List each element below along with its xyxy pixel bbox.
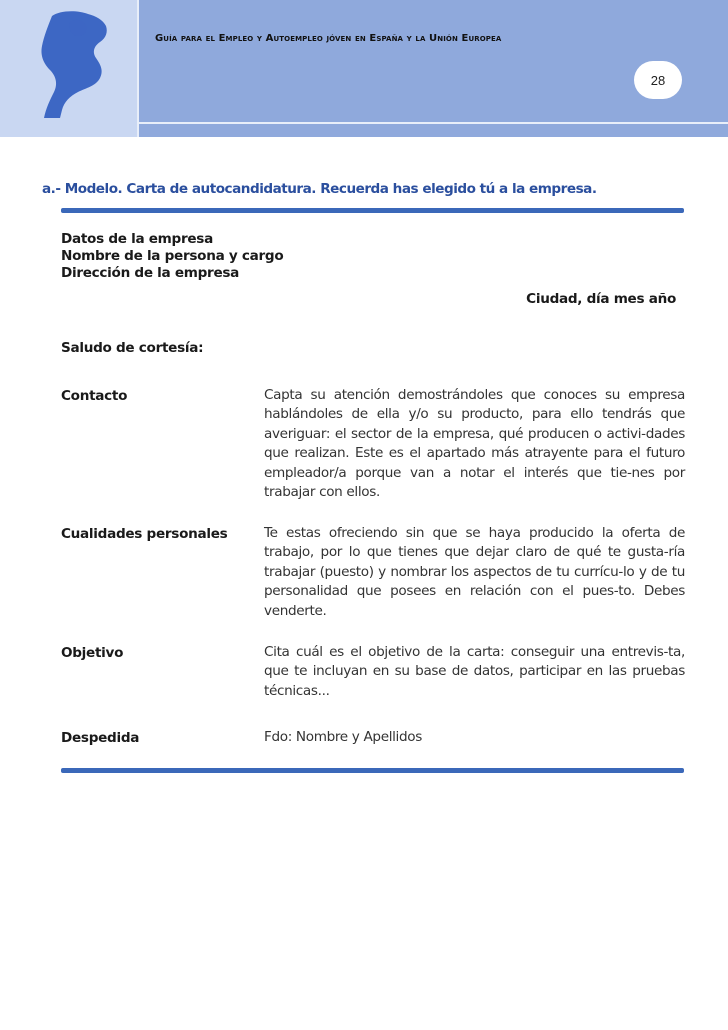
divider-bottom <box>61 768 684 773</box>
section-label-objetivo: Objetivo <box>61 645 124 661</box>
header-divider-horizontal <box>137 122 728 124</box>
person-name-label: Nombre de la persona y cargo <box>61 248 284 264</box>
document-title: Guía para el Empleo y Autoempleo jóven en España y la Unión Europea <box>155 33 502 44</box>
figure-silhouette-icon <box>0 0 137 137</box>
section-label-despedida: Despedida <box>61 730 140 746</box>
page-number: 28 <box>634 61 682 99</box>
company-data-label: Datos de la empresa <box>61 231 213 247</box>
divider-top <box>61 208 684 213</box>
section-label-contacto: Contacto <box>61 388 128 404</box>
greeting-label: Saludo de cortesía: <box>61 340 204 356</box>
header-divider-vertical <box>137 0 139 137</box>
section-text-contacto: Capta su atención demostrándoles que conoces su empresa hablándoles de ella y/o su producto, para ello tendrás que averiguar: el sector de la empresa, qué producen o activi-dades que realizan. Este es el apartado más atrayente para el futuro empleador/a porque van a notar el interés que tie-nes por trabajar con ellos. <box>264 387 685 501</box>
logo <box>0 0 137 137</box>
company-address-label: Dirección de la empresa <box>61 265 240 281</box>
section-text-cualidades: Te estas ofreciendo sin que se haya producido la oferta de trabajo, por lo que tienes que dejar claro de qué te gusta-ría trabajar (puesto) y nombrar los aspectos de tu currícu-lo y de tu personalidad que posees en relación con el pues-to. Debes venderte. <box>264 525 685 619</box>
section-label-cualidades: Cualidades personales <box>61 526 228 542</box>
place-date: Ciudad, día mes año <box>526 291 676 307</box>
section-heading: a.- Modelo. Carta de autocandidatura. Recuerda has elegido tú a la empresa. <box>42 181 597 197</box>
section-text-objetivo: Cita cuál es el objetivo de la carta: conseguir una entrevis-ta, que te incluyan en su base de datos, participar en las pruebas técnicas... <box>264 644 685 699</box>
section-text-despedida: Fdo: Nombre y Apellidos <box>264 729 422 745</box>
